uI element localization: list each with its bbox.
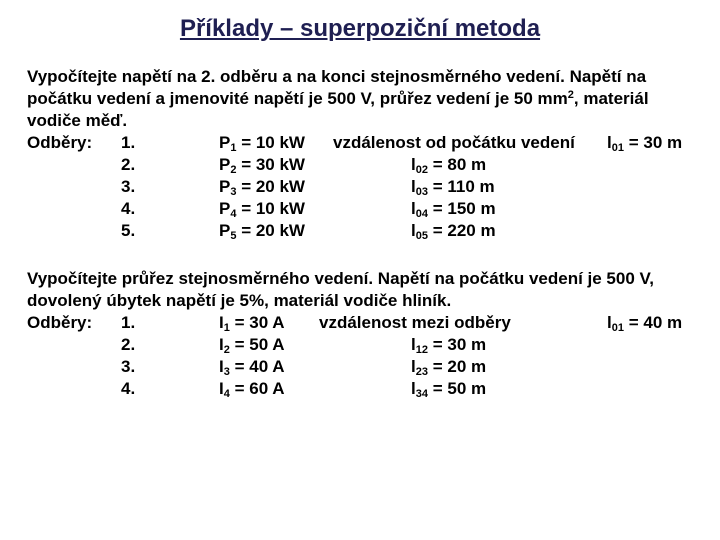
length-value: $l_{03} = 110$ m — [411, 177, 495, 198]
distance-note: vzdálenost mezi odběry — [319, 313, 511, 332]
problem-1-text-line-3: vodiče měď. — [27, 111, 128, 130]
current-value: $I_3 = 40$ A — [219, 357, 285, 378]
row-number: 2. — [121, 155, 136, 174]
problem-1-text-line-2: počátku vedení a jmenovité napětí je 500 V, průřez vedení je 50 $mm^2$, materiál — [27, 89, 649, 108]
row-number: 1. — [121, 313, 136, 332]
power-value: $P_3 = 20$ kW — [219, 177, 305, 198]
distance-note: vzdálenost od počátku vedení — [333, 133, 575, 152]
length-value: $l_{12} = 30$ m — [411, 335, 487, 356]
problem-1-row-3 — [27, 176, 649, 198]
problem-2-row-4 — [27, 378, 654, 400]
length-value: $l_{01} = 40$ m — [607, 313, 683, 334]
length-value: $l_{04} = 150$ m — [411, 199, 496, 220]
row-number: 1. — [121, 133, 136, 152]
problem-2 — [27, 268, 683, 400]
length-value: $l_{34} = 50$ m — [411, 379, 487, 400]
problem-2-row-3 — [27, 356, 654, 378]
problem-1 — [27, 66, 683, 242]
current-value: $I_4 = 60$ A — [219, 379, 285, 400]
power-value: $P_2 = 30$ kW — [219, 155, 305, 176]
row-number: 3. — [121, 357, 136, 376]
row-number: 5. — [121, 221, 136, 240]
length-value: $l_{02} = 80$ m — [411, 155, 487, 176]
row-number: 4. — [121, 199, 136, 218]
length-value: $l_{23} = 20$ m — [411, 357, 487, 378]
power-value: $P_1 = 10$ kW — [219, 133, 305, 154]
row-number: 2. — [121, 335, 136, 354]
problem-1-row-4 — [27, 198, 649, 220]
problem-2-row-1 — [27, 312, 683, 334]
current-value: $I_1 = 30$ A — [219, 313, 285, 334]
problem-1-row-2 — [27, 154, 649, 176]
problem-2-text-line-1: Vypočítejte průřez stejnosměrného vedení. Napětí na počátku vedení je 500 V, — [27, 269, 655, 288]
current-value: $I_2 = 50$ A — [219, 335, 285, 356]
length-value: $l_{05} = 220$ m — [411, 221, 496, 242]
problem-2-row-2 — [27, 334, 654, 356]
power-value: $P_5 = 20$ kW — [219, 221, 305, 242]
odbery-label: Odběry: — [27, 133, 93, 152]
odbery-label: Odběry: — [27, 313, 93, 332]
problem-1-row-5 — [27, 220, 649, 242]
problem-2-text-line-2: dovolený úbytek napětí je 5%, materiál vodiče hliník. — [27, 291, 452, 310]
row-number: 3. — [121, 177, 136, 196]
power-value: $P_4 = 10$ kW — [219, 199, 305, 220]
length-value: $l_{01} = 30$ m — [607, 133, 683, 154]
problem-1-text-line-1: Vypočítejte napětí na 2. odběru a na konci stejnosměrného vedení. Napětí na — [27, 67, 647, 86]
row-number: 4. — [121, 379, 136, 398]
problem-1-row-1 — [27, 132, 683, 154]
page-title: Příklady – superpoziční metoda — [179, 15, 541, 42]
